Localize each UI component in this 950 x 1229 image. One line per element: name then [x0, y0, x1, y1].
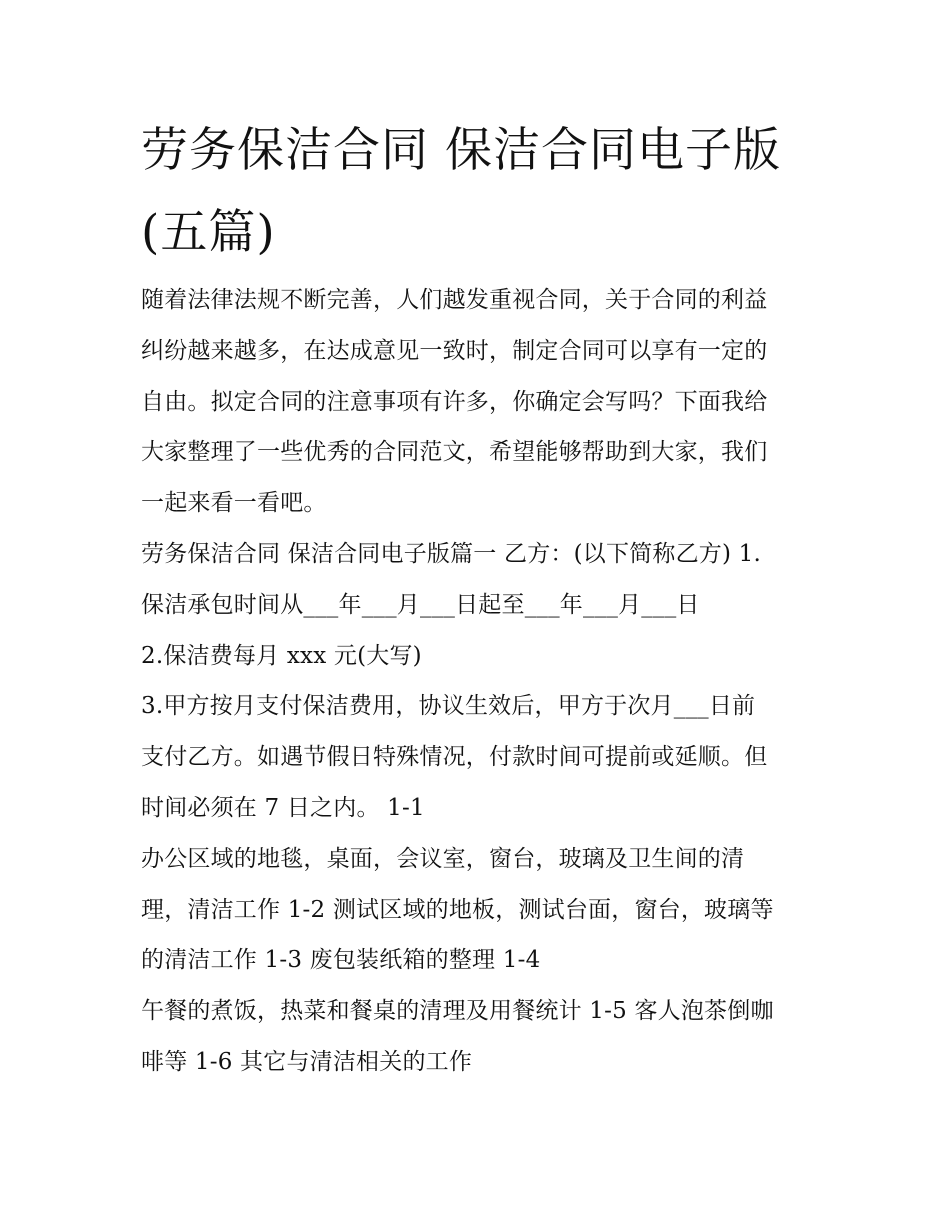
text-line: 自由。拟定合同的注意事项有许多，你确定会写吗？下面我给 [141, 388, 768, 415]
text-line: 午餐的煮饭，热菜和餐桌的清理及用餐统计 1-5 客人泡茶倒咖 [141, 998, 774, 1025]
title-line: (五篇) [141, 205, 276, 260]
text-line: 理，清洁工作 1-2 测试区域的地板，测试台面，窗台，玻璃等 [141, 896, 774, 923]
text-line: 劳务保洁合同 保洁合同电子版篇一 乙方：(以下简称乙方) 1. [141, 540, 762, 567]
text-line: 随着法律法规不断完善，人们越发重视合同，关于合同的利益 [141, 287, 768, 313]
text-line: 纠纷越来越多，在达成意见一致时，制定合同可以享有一定的 [141, 337, 768, 364]
text-line: 一起来看一看吧。 [141, 490, 327, 517]
text-line: 的清洁工作 1-3 废包装纸箱的整理 1-4 [141, 947, 541, 974]
text-line: 保洁承包时间从___年___月___日起至___年___月___日 [141, 591, 700, 618]
title-line: 劳务保洁合同 保洁合同电子版 [141, 123, 781, 178]
text-line: 大家整理了一些优秀的合同范文，希望能够帮助到大家，我们 [141, 439, 768, 466]
document-body [141, 275, 831, 1088]
text-line: 3.甲方按月支付保洁费用，协议生效后，甲方于次月___日前 [141, 693, 756, 720]
text-line: 2.保洁费每月 xxx 元(大写) [141, 642, 422, 669]
text-line: 啡等 1-6 其它与清洁相关的工作 [141, 1048, 473, 1075]
text-line: 办公区域的地毯，桌面，会议室，窗台，玻璃及卫生间的清 [141, 845, 745, 872]
text-line: 时间必须在 7 日之内。 1-1 [141, 794, 425, 821]
text-line: 支付乙方。如遇节假日特殊情况，付款时间可提前或延顺。但 [141, 744, 768, 771]
document-title [141, 110, 831, 274]
